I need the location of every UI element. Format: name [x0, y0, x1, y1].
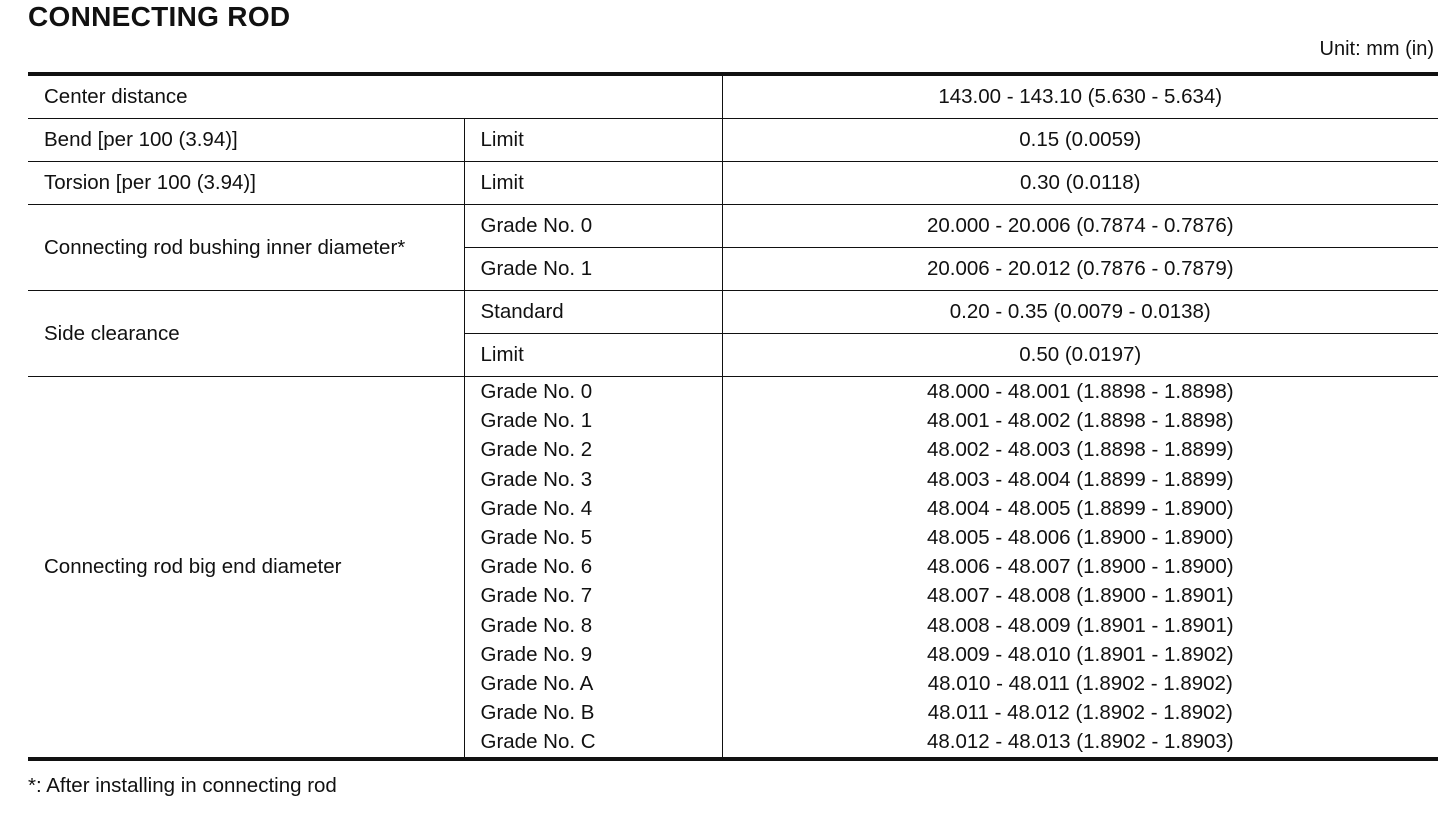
table-row [28, 74, 1438, 119]
item-cell: Torsion [per 100 (3.94)] [28, 162, 464, 205]
grade-label: Grade No. B [480, 701, 595, 725]
item-cell: Connecting rod bushing inner diameter* [28, 205, 464, 291]
table-row [28, 291, 1438, 334]
value-cell: 0.30 (0.0118) [722, 162, 1438, 205]
grade-value: 48.011 - 48.012 (1.8902 - 1.8902) [927, 701, 1233, 725]
grade-value: 48.005 - 48.006 (1.8900 - 1.8900) [926, 526, 1234, 550]
value-cell: 20.006 - 20.012 (0.7876 - 0.7879) [722, 248, 1438, 291]
table-row [28, 119, 1438, 162]
grade-list-cell [464, 377, 722, 759]
grade-label: Grade No. 3 [480, 467, 593, 491]
condition-cell: Limit [464, 162, 722, 205]
grade-value: 48.002 - 48.003 (1.8898 - 1.8899) [926, 438, 1234, 462]
grade-value: 48.009 - 48.010 (1.8901 - 1.8902) [926, 642, 1234, 666]
grade-value: 48.008 - 48.009 (1.8901 - 1.8901) [926, 613, 1234, 637]
table-row [28, 162, 1438, 205]
condition-cell: Limit [464, 334, 722, 377]
value-cell: 0.50 (0.0197) [722, 334, 1438, 377]
grade-value: 48.007 - 48.008 (1.8900 - 1.8901) [926, 584, 1234, 608]
grade-value: 48.003 - 48.004 (1.8899 - 1.8899) [926, 467, 1234, 491]
condition-cell: Standard [464, 291, 722, 334]
grade-value-list-cell [722, 377, 1438, 759]
grade-label: Grade No. 9 [480, 642, 593, 666]
item-cell: Side clearance [28, 291, 464, 377]
item-cell: Center distance [28, 74, 722, 119]
condition-cell: Grade No. 1 [464, 248, 722, 291]
grade-label: Grade No. 5 [480, 526, 593, 550]
grade-value: 48.000 - 48.001 (1.8898 - 1.8898) [926, 380, 1234, 403]
item-cell: Bend [per 100 (3.94)] [28, 119, 464, 162]
grade-label: Grade No. 1 [480, 409, 593, 433]
item-cell: Connecting rod big end diameter [28, 377, 464, 759]
grade-label: Grade No. C [480, 730, 596, 754]
value-cell: 0.20 - 0.35 (0.0079 - 0.0138) [722, 291, 1438, 334]
grade-value: 48.012 - 48.013 (1.8902 - 1.8903) [926, 730, 1234, 754]
grade-label: Grade No. 4 [480, 496, 593, 520]
footnote: *: After installing in connecting rod [28, 774, 337, 797]
grade-value: 48.010 - 48.011 (1.8902 - 1.8902) [927, 672, 1233, 696]
grade-label: Grade No. 7 [480, 584, 593, 608]
grade-label: Grade No. 8 [480, 613, 593, 637]
grade-value: 48.006 - 48.007 (1.8900 - 1.8900) [926, 555, 1234, 579]
value-cell: 20.000 - 20.006 (0.7874 - 0.7876) [722, 205, 1438, 248]
grade-label: Grade No. 2 [480, 438, 593, 462]
grade-value: 48.001 - 48.002 (1.8898 - 1.8898) [926, 409, 1234, 433]
connecting-rod-spec-table [28, 72, 1438, 761]
table-row [28, 377, 1438, 759]
value-cell: 0.15 (0.0059) [722, 119, 1438, 162]
table-row [28, 205, 1438, 248]
grade-label: Grade No. A [480, 672, 594, 696]
grade-value: 48.004 - 48.005 (1.8899 - 1.8900) [926, 496, 1234, 520]
condition-cell: Grade No. 0 [464, 205, 722, 248]
condition-cell: Limit [464, 119, 722, 162]
page-title: CONNECTING ROD [28, 1, 291, 32]
grade-label: Grade No. 0 [480, 380, 593, 403]
grade-label: Grade No. 6 [480, 555, 593, 579]
unit-label: Unit: mm (in) [1319, 38, 1434, 60]
value-cell: 143.00 - 143.10 (5.630 - 5.634) [722, 74, 1438, 119]
